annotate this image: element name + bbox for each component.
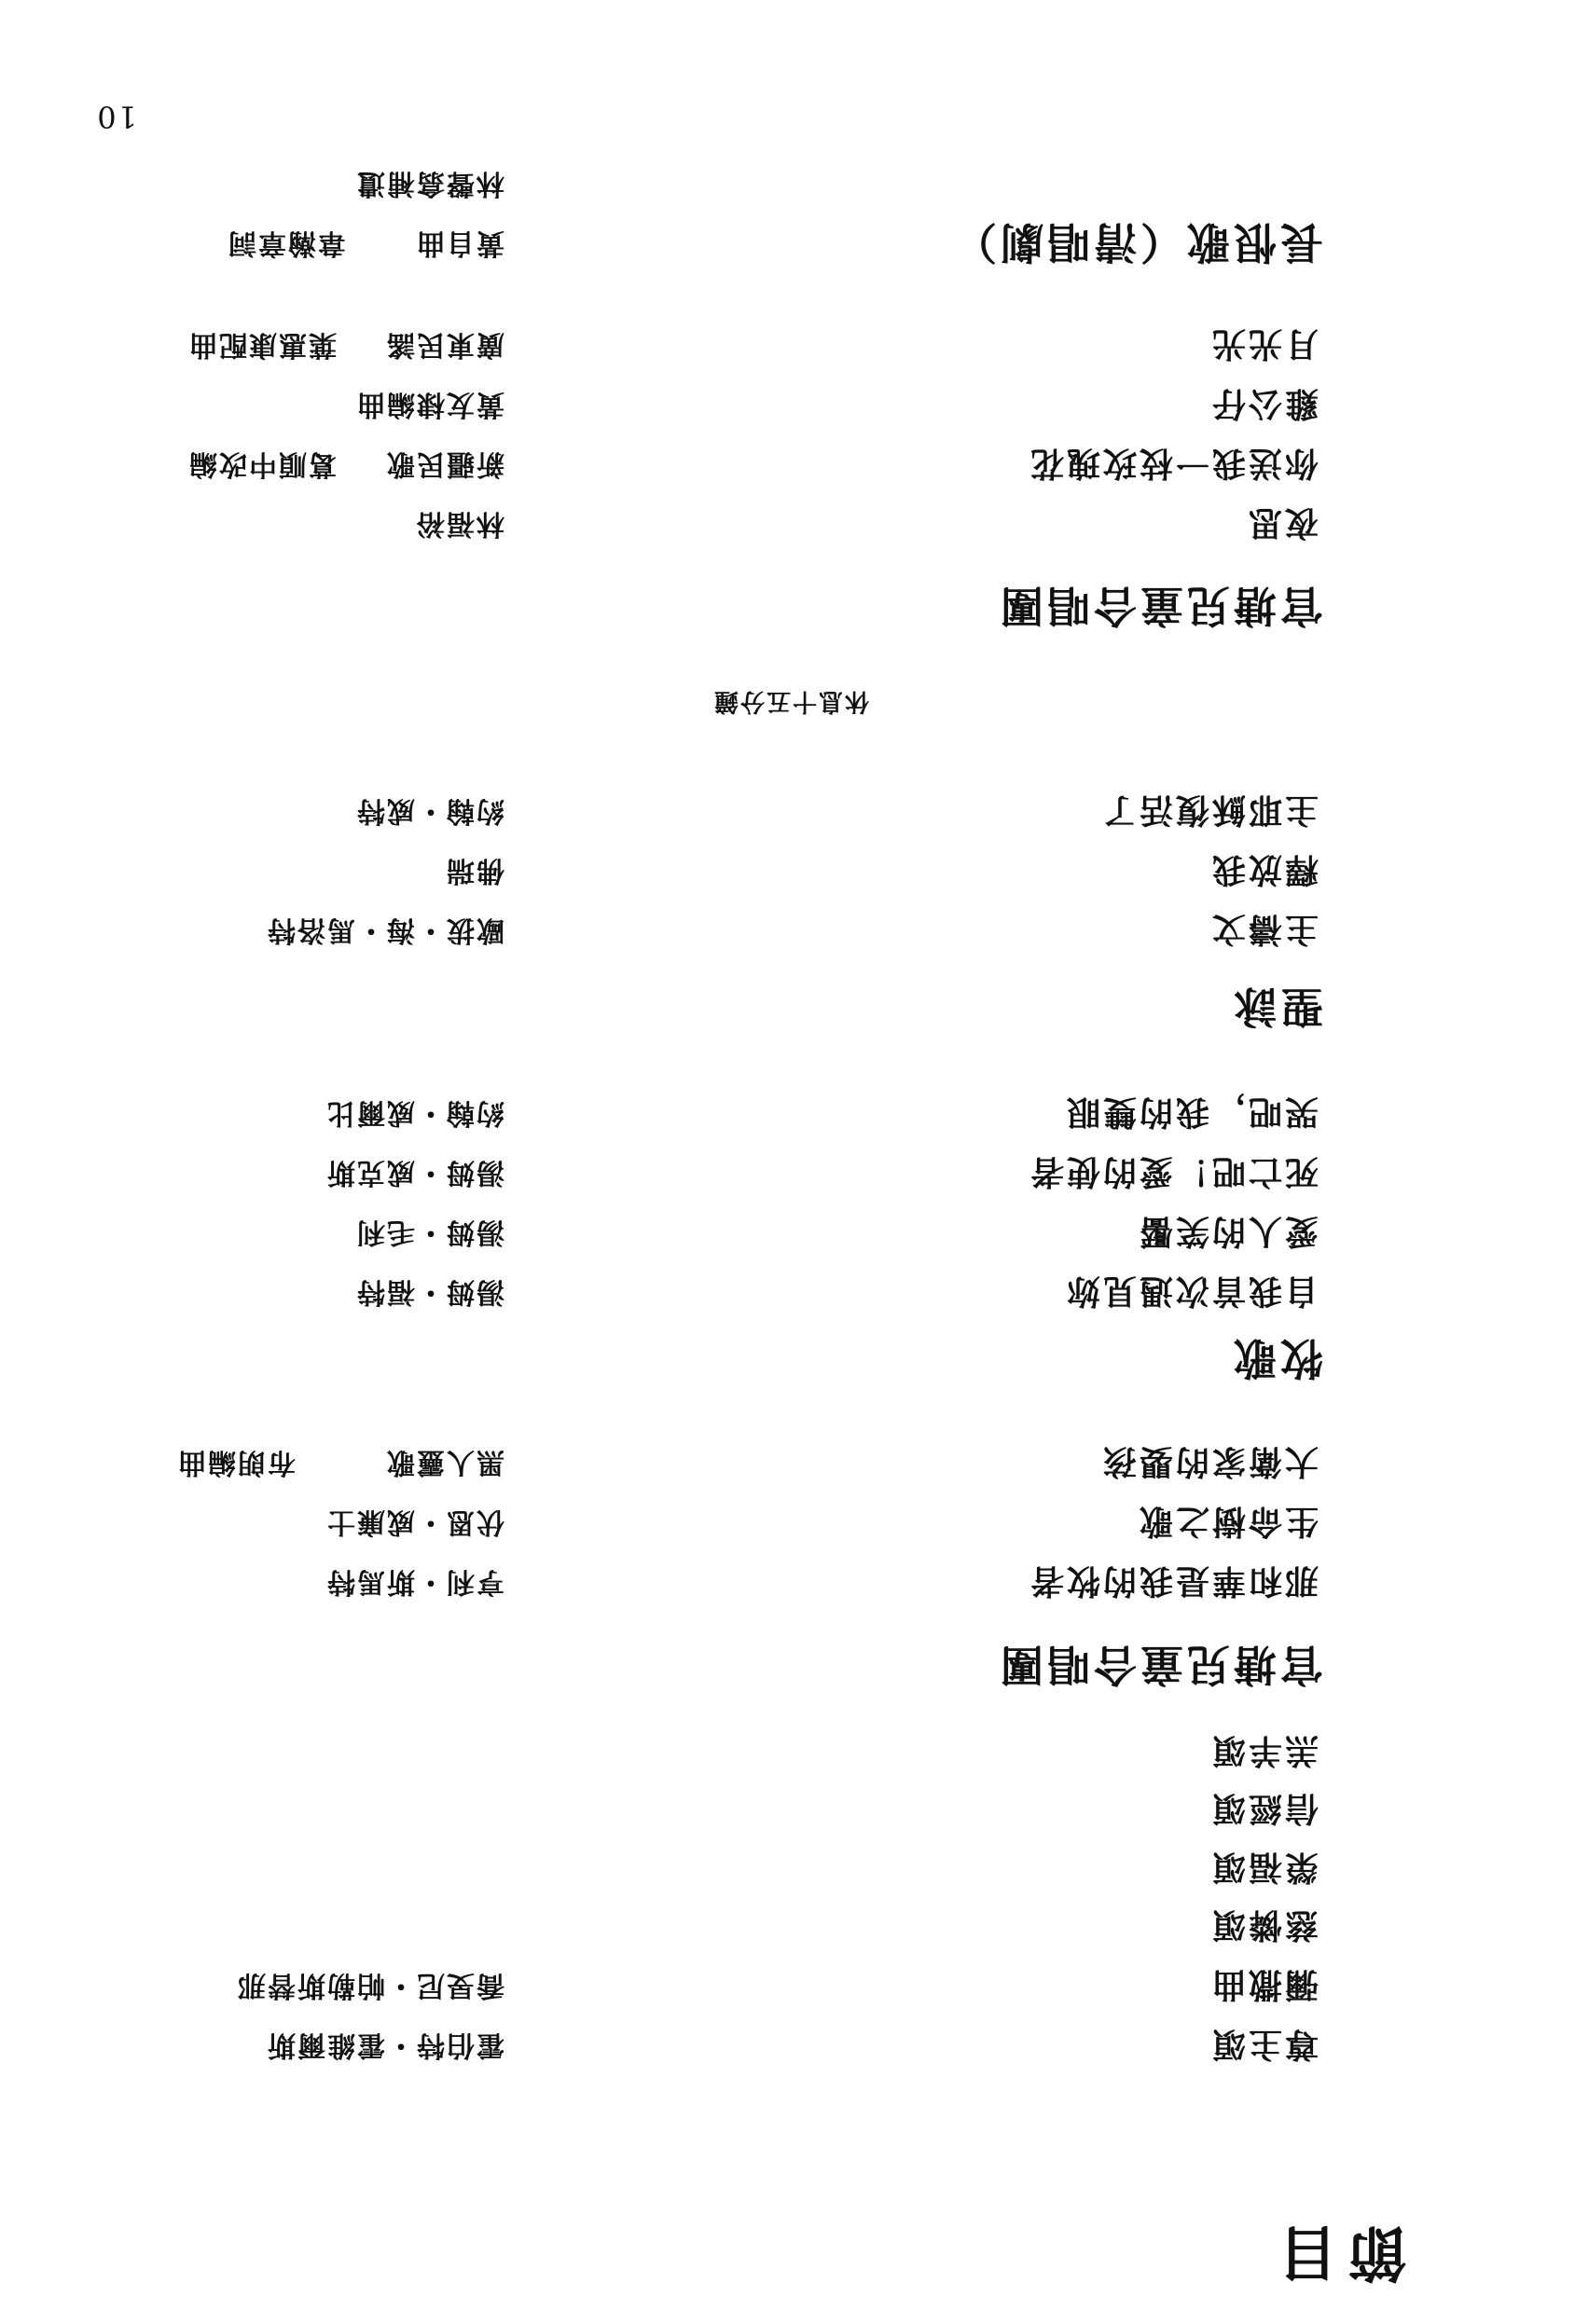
- song-credit: 黑人靈歌: [385, 1446, 504, 1478]
- song-title: 主禱文: [1209, 910, 1319, 949]
- intermission-note: 休息十五分鐘: [712, 687, 869, 715]
- song-title: 彌撒曲: [1209, 1965, 1319, 2004]
- song-credit-secondary: 葉惠康配曲: [187, 328, 337, 361]
- song-credit-tertiary: 林聲翕補遺: [355, 167, 504, 199]
- section-heading: 牧歌: [1230, 1333, 1323, 1383]
- song-title: 月光光: [1209, 324, 1319, 364]
- song-credit: 伏恩・威廉士: [325, 1506, 504, 1538]
- song-title: 信經頌: [1209, 1789, 1319, 1828]
- song-credit-secondary: 韋瀚章詞: [227, 227, 346, 259]
- finale-title: 長恨歌（清唱劇）: [950, 217, 1323, 268]
- song-title: 自我首次遇見妳: [1063, 1272, 1319, 1311]
- song-credit-secondary: 布朗編曲: [176, 1446, 296, 1478]
- song-title: 雞公仔: [1209, 384, 1319, 423]
- song-credit: 黃自曲: [415, 227, 504, 259]
- section-heading: 官塘兒童合唱團: [997, 581, 1323, 631]
- song-title: 那和華是我的牧者: [1027, 1561, 1319, 1601]
- song-title: 慈憐頌: [1209, 1905, 1319, 1945]
- song-title: 夜思: [1245, 503, 1319, 543]
- song-title: 你送我一枝玫瑰花: [1027, 444, 1319, 483]
- song-credit: 約翰・威爾比: [325, 1096, 504, 1129]
- song-credit: 約翰・威特: [355, 794, 504, 827]
- song-credit: 亨利・斯馬特: [325, 1565, 504, 1598]
- song-credit: 廣東民謠: [385, 328, 504, 361]
- song-credit: 黃友棣編曲: [355, 388, 504, 420]
- song-credit: 湯姆・威克斯: [325, 1156, 504, 1189]
- section-heading: 聖詠: [1230, 982, 1323, 1032]
- song-credit: 湯姆・福特: [355, 1275, 504, 1308]
- song-title: 尊主頌: [1209, 2025, 1319, 2064]
- song-title: 愛人的笑靨: [1136, 1212, 1319, 1251]
- section-heading: 官塘兒童合唱團: [997, 1640, 1323, 1690]
- song-title: 羔羊頌: [1209, 1731, 1319, 1770]
- song-credit: 湯姆・毛利: [355, 1216, 504, 1248]
- song-title: 榮福頌: [1209, 1848, 1319, 1887]
- song-title: 主耶穌復活了: [1099, 791, 1319, 830]
- page-number: 10: [95, 99, 137, 134]
- song-title: 大衛家的嬰孩: [1099, 1442, 1319, 1481]
- song-credit: 佛瑞: [445, 854, 504, 887]
- song-credit: 歐拔・海・馬洛特: [266, 914, 504, 946]
- song-title: 哭吧，我的雙眼: [1063, 1093, 1319, 1132]
- song-credit: 林福裕: [415, 507, 504, 540]
- song-title: 釋放我: [1209, 850, 1319, 889]
- song-title: 生命樹之歌: [1136, 1502, 1319, 1541]
- song-credit-secondary: 葛順中改編: [187, 447, 337, 480]
- page-title: 節目: [1269, 2217, 1407, 2287]
- song-credit: 新疆民歌: [385, 447, 504, 480]
- song-credit: 霍伯特・霍維爾斯: [266, 2028, 504, 2061]
- song-title: 死亡吧！愛的使者: [1027, 1152, 1319, 1191]
- song-credit: 喬旻尼・帕勒斯替那: [236, 1969, 504, 2001]
